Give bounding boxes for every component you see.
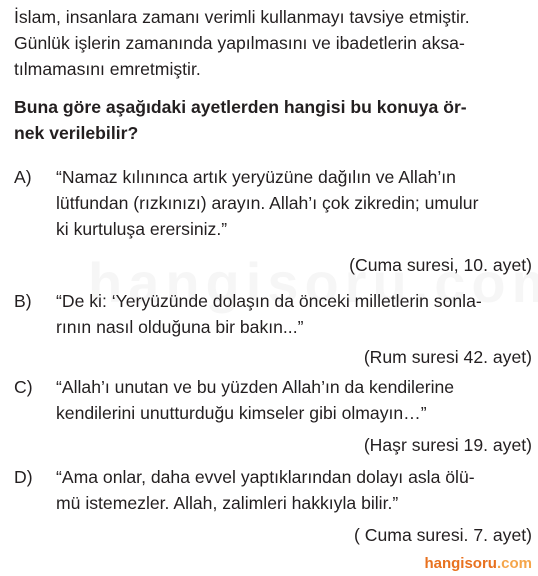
- option-letter: C): [14, 377, 33, 397]
- option-text-line: “Allah’ı unutan ve bu yüzden Allah’ın da kendilerine: [56, 377, 455, 397]
- site-logo: [424, 555, 532, 572]
- option-text-line: ki kurtuluşa erersiniz.”: [56, 219, 228, 239]
- option-letter: B): [14, 291, 32, 311]
- option-text-line: kendilerini unutturduğu kimseler gibi olmayın…”: [56, 403, 427, 423]
- option-letter: D): [14, 467, 33, 487]
- logo-suffix: .com: [496, 555, 532, 572]
- option-text-line: “Namaz kılınınca artık yeryüzüne dağılın ve Allah’ın: [56, 167, 456, 187]
- verse-reference: ( Cuma suresi. 7. ayet): [354, 525, 532, 545]
- option-text-line: lütfundan (rızkınızı) arayın. Allah’ı çok zikredin; umulur: [56, 193, 479, 213]
- stem-line: Günlük işlerin zamanında yapılmasını ve ibadetlerin aksa-: [14, 33, 465, 53]
- verse-reference: (Rum suresi 42. ayet): [363, 347, 532, 367]
- logo-text: hangisoru: [424, 555, 497, 572]
- option-text-line: rının nasıl olduğuna bir bakın...”: [56, 317, 304, 337]
- stem-line: İslam, insanlara zamanı verimli kullanmayı tavsiye etmiştir.: [14, 7, 470, 27]
- verse-reference: (Haşr suresi 19. ayet): [363, 435, 532, 455]
- option-text-line: “Ama onlar, daha evvel yaptıklarından dolayı asla ölü-: [56, 467, 475, 487]
- question-line: nek verilebilir?: [14, 123, 139, 143]
- stem-line: tılmamasını emretmiştir.: [14, 59, 201, 79]
- option-text-line: mü istemezler. Allah, zalimleri hakkıyla bilir.”: [56, 493, 399, 513]
- question-line: Buna göre aşağıdaki ayetlerden hangisi bu konuya ör-: [14, 97, 467, 117]
- option-text-line: “De ki: ‘Yeryüzünde dolaşın da önceki milletlerin sonla-: [56, 291, 482, 311]
- verse-reference: (Cuma suresi, 10. ayet): [349, 255, 532, 275]
- option-letter: A): [14, 167, 32, 187]
